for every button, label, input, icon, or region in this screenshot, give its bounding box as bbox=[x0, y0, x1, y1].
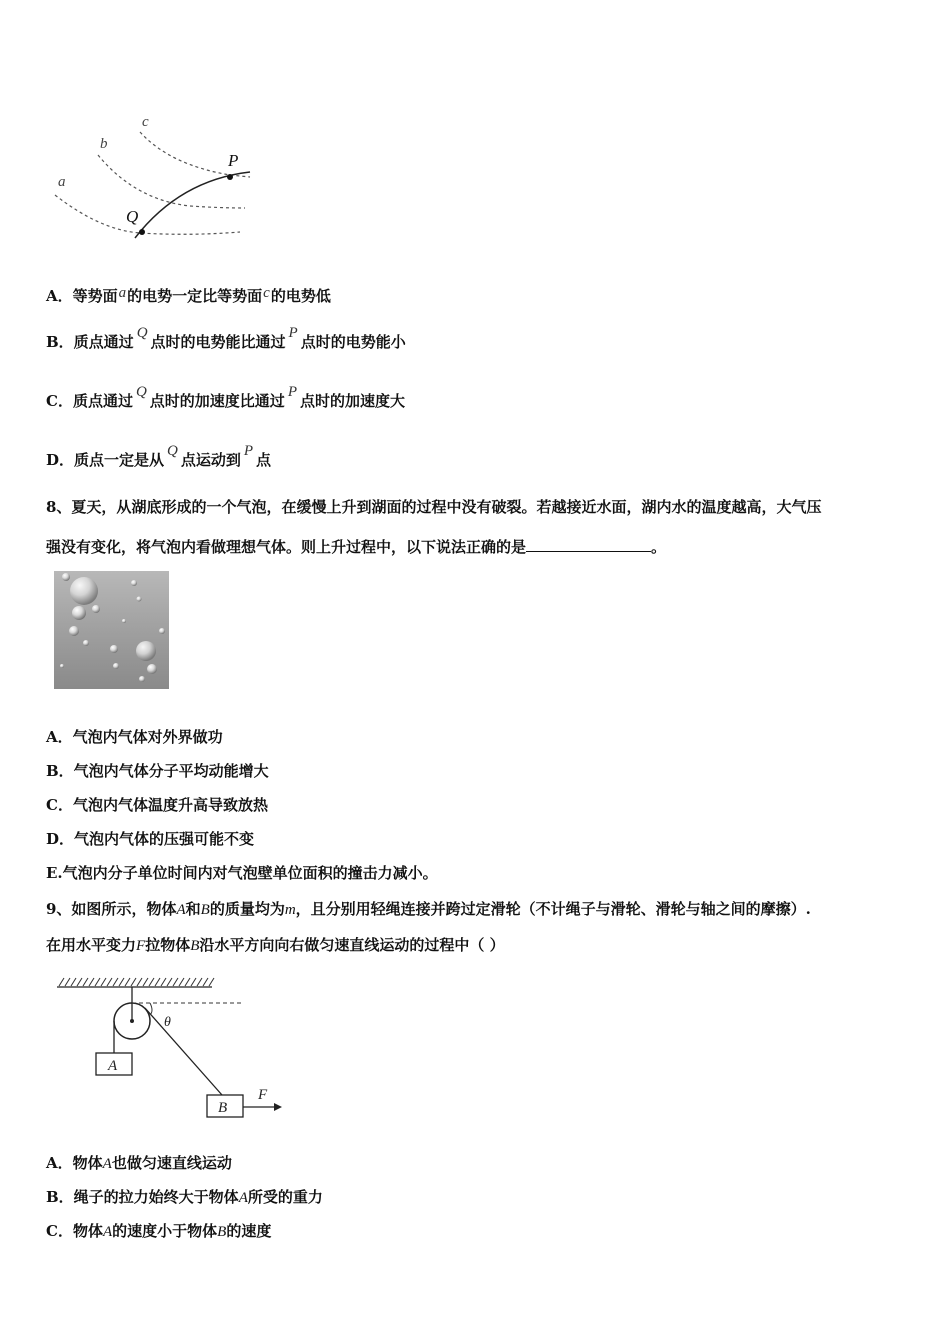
q8-option-a: A．气泡内气体对外界做功 bbox=[46, 728, 223, 746]
point-q bbox=[139, 229, 145, 235]
q8-option-d: D．气泡内气体的压强可能不变 bbox=[46, 830, 255, 848]
force-label: F bbox=[258, 1087, 268, 1103]
label-b: b bbox=[100, 136, 108, 152]
q9-stem-line2: 在用水平变力F拉物体B沿水平方向向右做匀速直线运动的过程中（ ） bbox=[46, 936, 505, 954]
q9-option-c: C．物体A的速度小于物体B的速度 bbox=[46, 1222, 272, 1240]
q7-option-d: D．质点一定是从 Q 点运动到 P 点 bbox=[46, 443, 272, 469]
trajectory-curve bbox=[135, 172, 250, 238]
q7-option-c: C．质点通过 Q 点时的加速度比通过 P 点时的加速度大 bbox=[46, 384, 405, 410]
theta-label: θ bbox=[164, 1015, 171, 1030]
label-q: Q bbox=[126, 207, 139, 226]
label-c: c bbox=[142, 114, 149, 130]
equipotential-b bbox=[98, 155, 245, 208]
equipotential-a bbox=[55, 195, 240, 234]
point-p bbox=[227, 174, 233, 180]
q8-stem-line2: 强没有变化，将气泡内看做理想气体。则上升过程中，以下说法正确的是 。 bbox=[46, 535, 666, 557]
q8-option-e: E.气泡内分子单位时间内对气泡壁单位面积的撞击力减小。 bbox=[46, 864, 438, 882]
q8-option-b: B．气泡内气体分子平均动能增大 bbox=[46, 762, 269, 780]
label-a: a bbox=[58, 174, 66, 190]
bubbles-image bbox=[54, 571, 169, 689]
q7-option-b: B．质点通过 Q 点时的电势能比通过 P 点时的电势能小 bbox=[46, 325, 406, 351]
pulley-figure bbox=[52, 975, 292, 1125]
q9-option-a: A．物体A也做匀速直线运动 bbox=[46, 1154, 232, 1172]
label-p: P bbox=[228, 151, 239, 170]
answer-blank bbox=[526, 535, 651, 552]
equipotential-figure bbox=[40, 110, 260, 245]
q8-option-c: C．气泡内气体温度升高导致放热 bbox=[46, 796, 268, 814]
q8-stem-line1: 8、夏天，从湖底形成的一个气泡，在缓慢上升到湖面的过程中没有破裂。若越接近水面，湖内水的温度越高，大气压 bbox=[46, 498, 822, 516]
q9-stem-line1: 9、如图所示，物体A和B的质量均为m，且分别用轻绳连接并跨过定滑轮（不计绳子与滑轮、滑轮与轴之间的摩擦）. bbox=[46, 900, 811, 918]
q7-option-a: A．等势面a的电势一定比等势面c的电势低 bbox=[46, 285, 331, 305]
q9-option-b: B．绳子的拉力始终大于物体A所受的重力 bbox=[46, 1188, 323, 1206]
block-a-label: A bbox=[108, 1058, 118, 1074]
block-b-label: B bbox=[218, 1100, 228, 1116]
